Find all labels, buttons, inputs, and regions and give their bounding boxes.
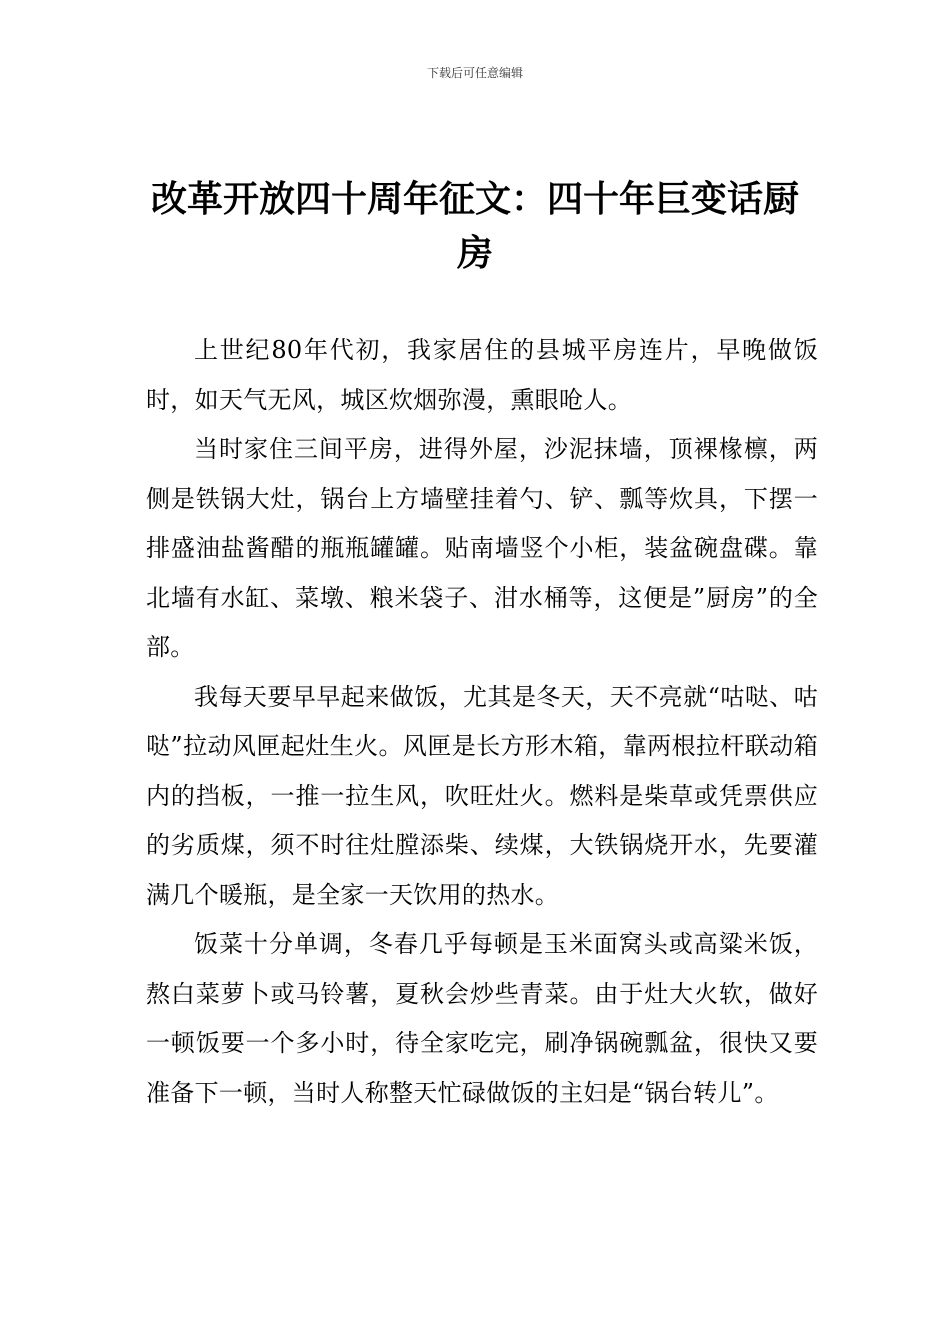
- header-note: 下载后可任意编辑: [426, 66, 523, 80]
- paragraph: 当时家住三间平房，进得外屋，沙泥抹墙，顶裸椽檩，两侧是铁锅大灶，锅台上方墙壁挂着勺、铲、瓢等炊具，下摆一排盛油盐酱醋的瓶瓶罐罐。贴南墙竖个小柜，装盆碗盘碟。靠北墙有水缸、菜墩、粮米袋子、泔水桶等，这便是”厨房”的全部。: [146, 435, 818, 661]
- paragraph: 我每天要早早起来做饭，尤其是冬天，天不亮就“咕哒、咕哒”拉动风匣起灶生火。风匣是长方形木箱，靠两根拉杆联动箱内的挡板，一推一拉生风，吹旺灶火。燃料是柴草或凭票供应的劣质煤，须不时往灶膛添柴、续煤，大铁锅烧开水，先要灌满几个暖瓶，是全家一天饮用的热水。: [146, 682, 818, 909]
- paragraph: 饭菜十分单调，冬春几乎每顿是玉米面窝头或高粱米饭，熬白菜萝卜或马铃薯，夏秋会炒些青菜。由于灶大火软，做好一顿饭要一个多小时，待全家吃完，刷净锅碗瓢盆，很快又要准备下一顿，当时人称整天忙碌做饭的主妇是“锅台转儿”。: [146, 930, 818, 1107]
- article-body: [146, 326, 818, 1118]
- page-title: 改革开放四十周年征文：四十年巨变话厨房: [150, 178, 799, 274]
- paragraph: 上世纪80年代初，我家居住的县城平房连片，早晚做饭时，如天气无风，城区炊烟弥漫，熏眼呛人。: [146, 336, 818, 414]
